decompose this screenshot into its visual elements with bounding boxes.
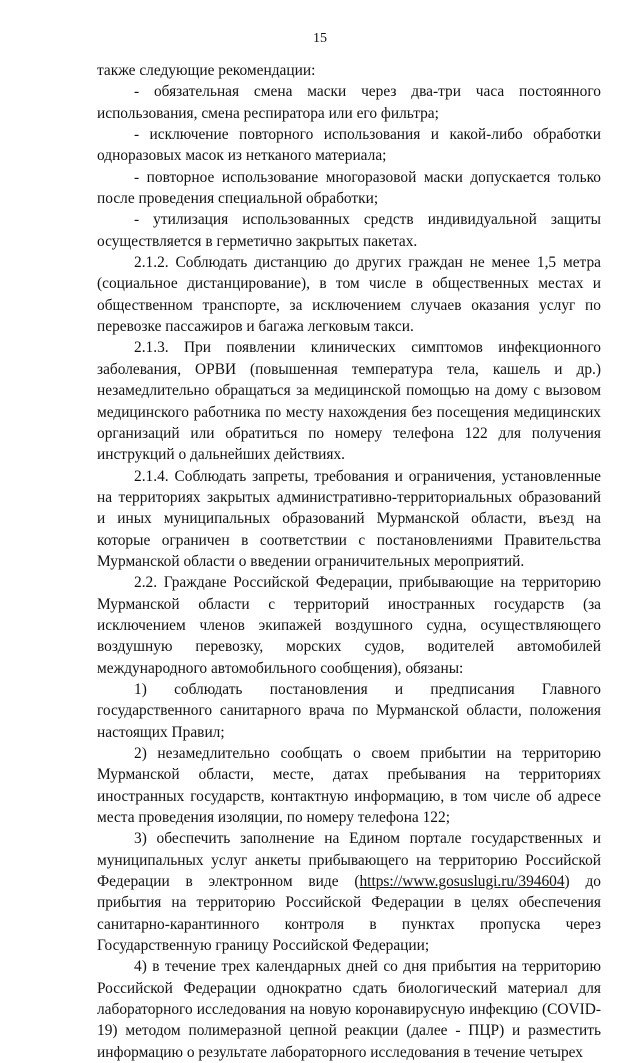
paragraph-item-1: 1) соблюдать постановления и предписания Главного государственного санитарного врача по Мурманской области, положения настоящих Правил; — [97, 680, 601, 741]
paragraph-2-1-2: 2.1.2. Соблюдать дистанцию до других граждан не менее 1,5 метра (социальное дистанцирование), в том числе в общественных местах и общественном транспорте, за исключением случаев оказания услуг по перевозке пассажиров и багажа легковым такси. — [97, 254, 601, 336]
paragraph-2-1-4: 2.1.4. Соблюдать запреты, требования и ограничения, установленные на территориях закрытых административно-территориальных образований и иных муниципальных образований Мурманской области, въезд на которые ограничен в соответствии с постановлениями Правительства Мурманской области о введении ограничительных мероприятий. — [97, 467, 601, 570]
paragraph-item-3 — [97, 828, 601, 956]
gosuslugi-link[interactable]: https://www.gosuslugi.ru/394604 — [359, 873, 565, 891]
paragraph-item-3-text-before: 3) обеспечить заполнение на Едином портале государственных и муниципальных услуг анкеты прибывающего на территорию Российской Федерации в электронном виде ( — [97, 830, 601, 891]
page-number: 15 — [313, 31, 327, 46]
document-body — [97, 60, 601, 1063]
paragraph-intro: также следующие рекомендации: — [97, 62, 316, 79]
paragraph-item-4: 4) в течение трех календарных дней со дня прибытия на территорию Российской Федерации однократно сдать биологический материал для лабораторного исследования на новую коронавирусную инфекцию (COVID-19) методом полимеразной цепной реакции (далее - ПЦР) и разместить информацию о результате лабораторного исследования в течение четырех — [97, 958, 601, 1061]
paragraph-bullet-reusable-mask: - повторное использование многоразовой маски допускается только после проведения специальной обработки; — [97, 168, 601, 208]
paragraph-bullet-disposal: - утилизация использованных средств индивидуальной защиты осуществляется в герметично закрытых пакетах. — [97, 211, 601, 250]
paragraph-item-2: 2) незамедлительно сообщать о своем прибытии на территорию Мурманской области, месте, датах пребывания на территориях иностранных государств, контактную информацию, в том числе об адресе места проведения изоляции, по номеру телефона 122; — [97, 745, 601, 827]
paragraph-item-3-text-after: ) до прибытия на территорию Российской Федерации в целях обеспечения санитарно-карантинного контроля в пунктах пропуска через Государственную границу Российской Федерации; — [97, 873, 601, 955]
paragraph-bullet-disposable-masks: - исключение повторного использования и какой-либо обработки одноразовых масок из нетканого материала; — [97, 126, 601, 165]
paragraph-2-2: 2.2. Граждане Российской Федерации, прибывающие на территорию Мурманской области с территорий иностранных государств (за исключением членов экипажей воздушного судна, осуществляющего воздушную перевозку, морских судов, водителей автомобилей международного автомобильного сообщения), обязаны: — [97, 574, 601, 677]
paragraph-2-1-3: 2.1.3. При появлении клинических симптомов инфекционного заболевания, ОРВИ (повышенная температура тела, кашель и др.) незамедлительно обращаться за медицинской помощью на дому с вызовом медицинского работника по месту нахождения без посещения медицинских организаций или обратиться по номеру телефона 122 для получения инструкций о дальнейших действиях. — [97, 339, 601, 464]
paragraph-bullet-mask-change: - обязательная смена маски через два-три часа постоянного использования, смена респиратора или его фильтра; — [97, 83, 601, 122]
